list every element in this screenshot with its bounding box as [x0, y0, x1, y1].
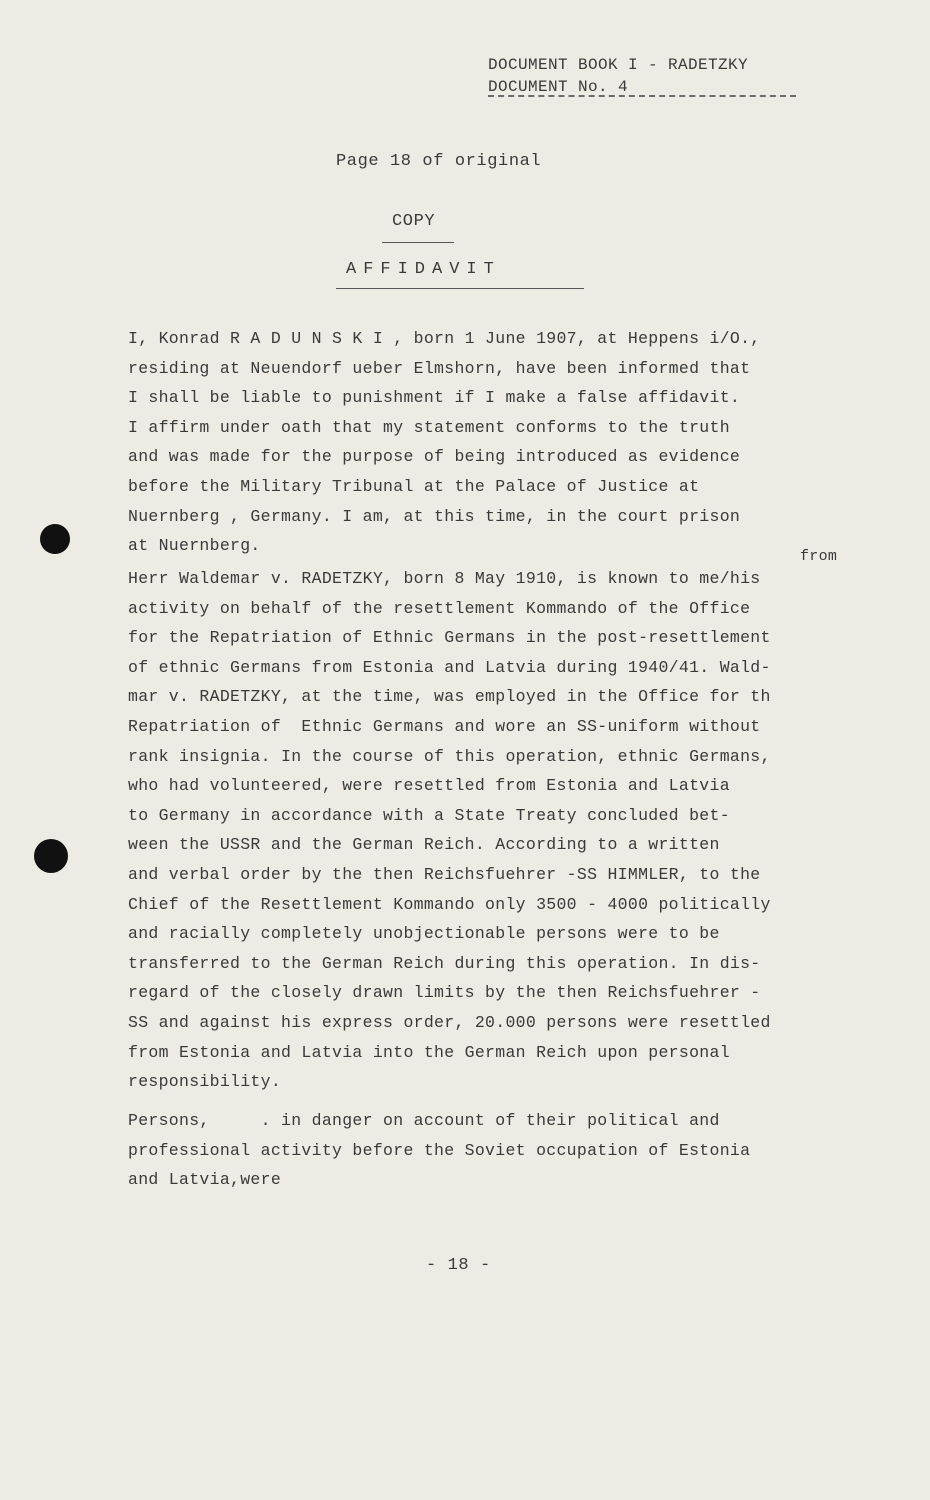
text-line: before the Military Tribunal at the Palace of Justice at	[128, 476, 700, 496]
text-line: ween the USSR and the German Reich. According to a written	[128, 835, 720, 855]
page-number: - 18 -	[426, 1256, 491, 1275]
text-line: responsibility.	[128, 1072, 282, 1092]
text-line: professional activity before the Soviet occupation of Estonia	[128, 1140, 751, 1160]
text-line: at Nuernberg.	[128, 536, 261, 556]
copy-underline	[382, 242, 454, 243]
document-number-label: DOCUMENT No. 4	[488, 78, 629, 96]
text-line: who had volunteered, were resettled from Estonia and Latvia	[128, 776, 730, 796]
text-line: of ethnic Germans from Estonia and Latvia during 1940/41. Wald-	[128, 657, 771, 677]
paragraph-oath	[128, 324, 761, 561]
text-line: I affirm under oath that my statement conforms to the truth	[128, 417, 730, 437]
text-line: rank insignia. In the course of this operation, ethnic Germans,	[128, 746, 771, 766]
text-line: Nuernberg , Germany. I am, at this time, in the court prison	[128, 506, 741, 526]
paragraph-testimony	[128, 564, 771, 1097]
text-line: to Germany in accordance with a State Treaty concluded bet-	[128, 805, 730, 825]
text-line: from Estonia and Latvia into the German Reich upon personal	[128, 1042, 730, 1062]
text-line: residing at Neuendorf ueber Elmshorn, have been informed that	[128, 358, 751, 378]
text-line: regard of the closely drawn limits by the then Reichsfuehrer -	[128, 983, 761, 1003]
text-line: for the Repatriation of Ethnic Germans in the post-resettlement	[128, 628, 771, 648]
document-title: AFFIDAVIT	[346, 260, 501, 279]
text-line: Repatriation of Ethnic Germans and wore an SS-uniform without	[128, 716, 761, 736]
text-line: Herr Waldemar v. RADETZKY, born 8 May 1910, is known to me/his	[128, 569, 761, 588]
text-line: Chief of the Resettlement Kommando only 3500 - 4000 politically	[128, 894, 771, 914]
text-line: I, Konrad R A D U N S K I , born 1 June 1907, at Heppens i/O.,	[128, 329, 761, 348]
text-line: and was made for the purpose of being introduced as evidence	[128, 447, 741, 467]
text-line: and racially completely unobjectionable persons were to be	[128, 924, 720, 944]
title-underline	[336, 288, 584, 289]
punch-hole-icon	[40, 524, 70, 554]
header-divider	[488, 95, 796, 97]
text-line: mar v. RADETZKY, at the time, was employed in the Office for th	[128, 687, 771, 707]
document-header	[488, 54, 748, 98]
text-line: and Latvia,were	[128, 1170, 282, 1190]
text-line: and verbal order by the then Reichsfuehrer -SS HIMMLER, to the	[128, 864, 761, 884]
paragraph-persons	[128, 1106, 750, 1195]
document-book-label: DOCUMENT BOOK I - RADETZKY	[488, 56, 749, 74]
text-line: I shall be liable to punishment if I make a false affidavit.	[128, 388, 741, 408]
text-line: SS and against his express order, 20.000 persons were resettled	[128, 1012, 771, 1032]
text-line: activity on behalf of the resettlement Kommando of the Office	[128, 598, 751, 618]
original-page-reference: Page 18 of original	[336, 152, 542, 171]
punch-hole-icon	[34, 839, 68, 873]
interline-insertion: from	[800, 548, 838, 565]
text-line: Persons, . in danger on account of their political and	[128, 1111, 720, 1130]
copy-label: COPY	[392, 212, 436, 231]
text-line: transferred to the German Reich during this operation. In dis-	[128, 953, 761, 973]
